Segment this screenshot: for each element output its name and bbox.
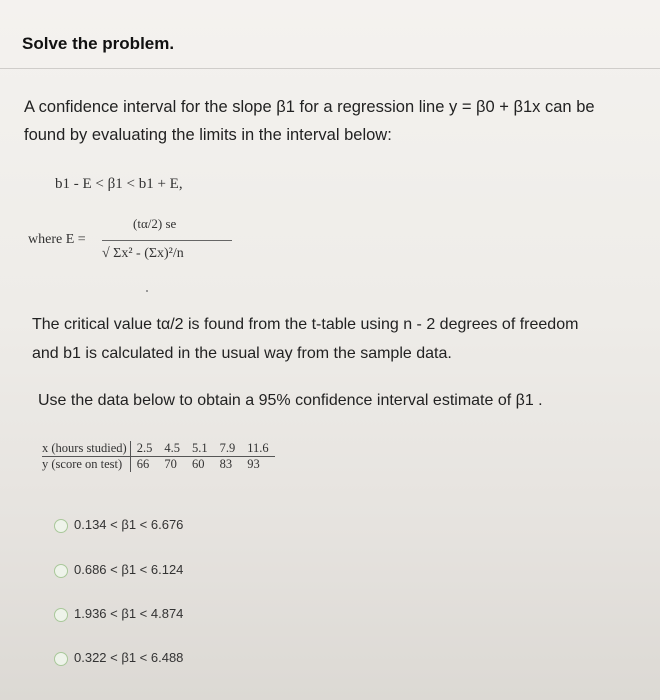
x-value: 7.9 xyxy=(214,441,242,457)
radio-button[interactable] xyxy=(54,519,68,533)
radio-button[interactable] xyxy=(54,652,68,666)
answer-option-a[interactable] xyxy=(54,517,183,533)
formula-numerator: (tα/2) se xyxy=(133,216,177,231)
formula-denominator: √ Σx² - (Σx)²/n xyxy=(102,246,184,261)
question-title: Solve the problem. xyxy=(22,34,175,53)
answer-option-c[interactable] xyxy=(54,606,183,622)
intro-line-1: A confidence interval for the slope β1 for a regression line y = β0 + β1x can be xyxy=(24,98,595,116)
y-value: 60 xyxy=(191,457,205,471)
y-value: 93 xyxy=(247,457,260,471)
y-value: 66 xyxy=(136,457,150,471)
radio-button[interactable] xyxy=(54,608,68,622)
x-value: 2.5 xyxy=(130,441,158,457)
option-label: 0.686 < β1 < 6.124 xyxy=(74,562,184,577)
critical-line-1: The critical value tα/2 is found from the t-table using n - 2 degrees of freedom xyxy=(32,316,579,333)
x-value: 11.6 xyxy=(241,441,274,457)
formula-where-label: where E = xyxy=(28,232,86,247)
divider xyxy=(0,68,660,69)
option-label: 1.936 < β1 < 4.874 xyxy=(74,606,184,621)
radio-button[interactable] xyxy=(54,564,68,578)
critical-line-2: and b1 is calculated in the usual way from the sample data. xyxy=(32,345,452,362)
y-value: 70 xyxy=(164,457,177,471)
answer-option-d[interactable] xyxy=(54,650,183,666)
row-y-label: y (score on test) xyxy=(42,457,130,473)
intro-text xyxy=(24,93,660,149)
formula-interval: b1 - E < β1 < b1 + E, xyxy=(55,176,183,192)
intro-line-2: found by evaluating the limits in the interval below: xyxy=(24,126,392,144)
answer-option-b[interactable] xyxy=(54,562,183,578)
row-x-label: x (hours studied) xyxy=(42,441,130,457)
x-value: 5.1 xyxy=(186,441,214,457)
option-label: 0.134 < β1 < 6.676 xyxy=(74,517,184,532)
critical-value-text xyxy=(32,310,660,368)
y-value: 83 xyxy=(219,457,233,471)
option-label: 0.322 < β1 < 6.488 xyxy=(74,650,184,665)
data-table xyxy=(42,441,275,472)
x-value: 4.5 xyxy=(158,441,186,457)
formula-fraction-line xyxy=(102,240,232,241)
stray-dot xyxy=(146,290,148,292)
instruction-text: Use the data below to obtain a 95% confidence interval estimate of β1 . xyxy=(38,392,543,409)
